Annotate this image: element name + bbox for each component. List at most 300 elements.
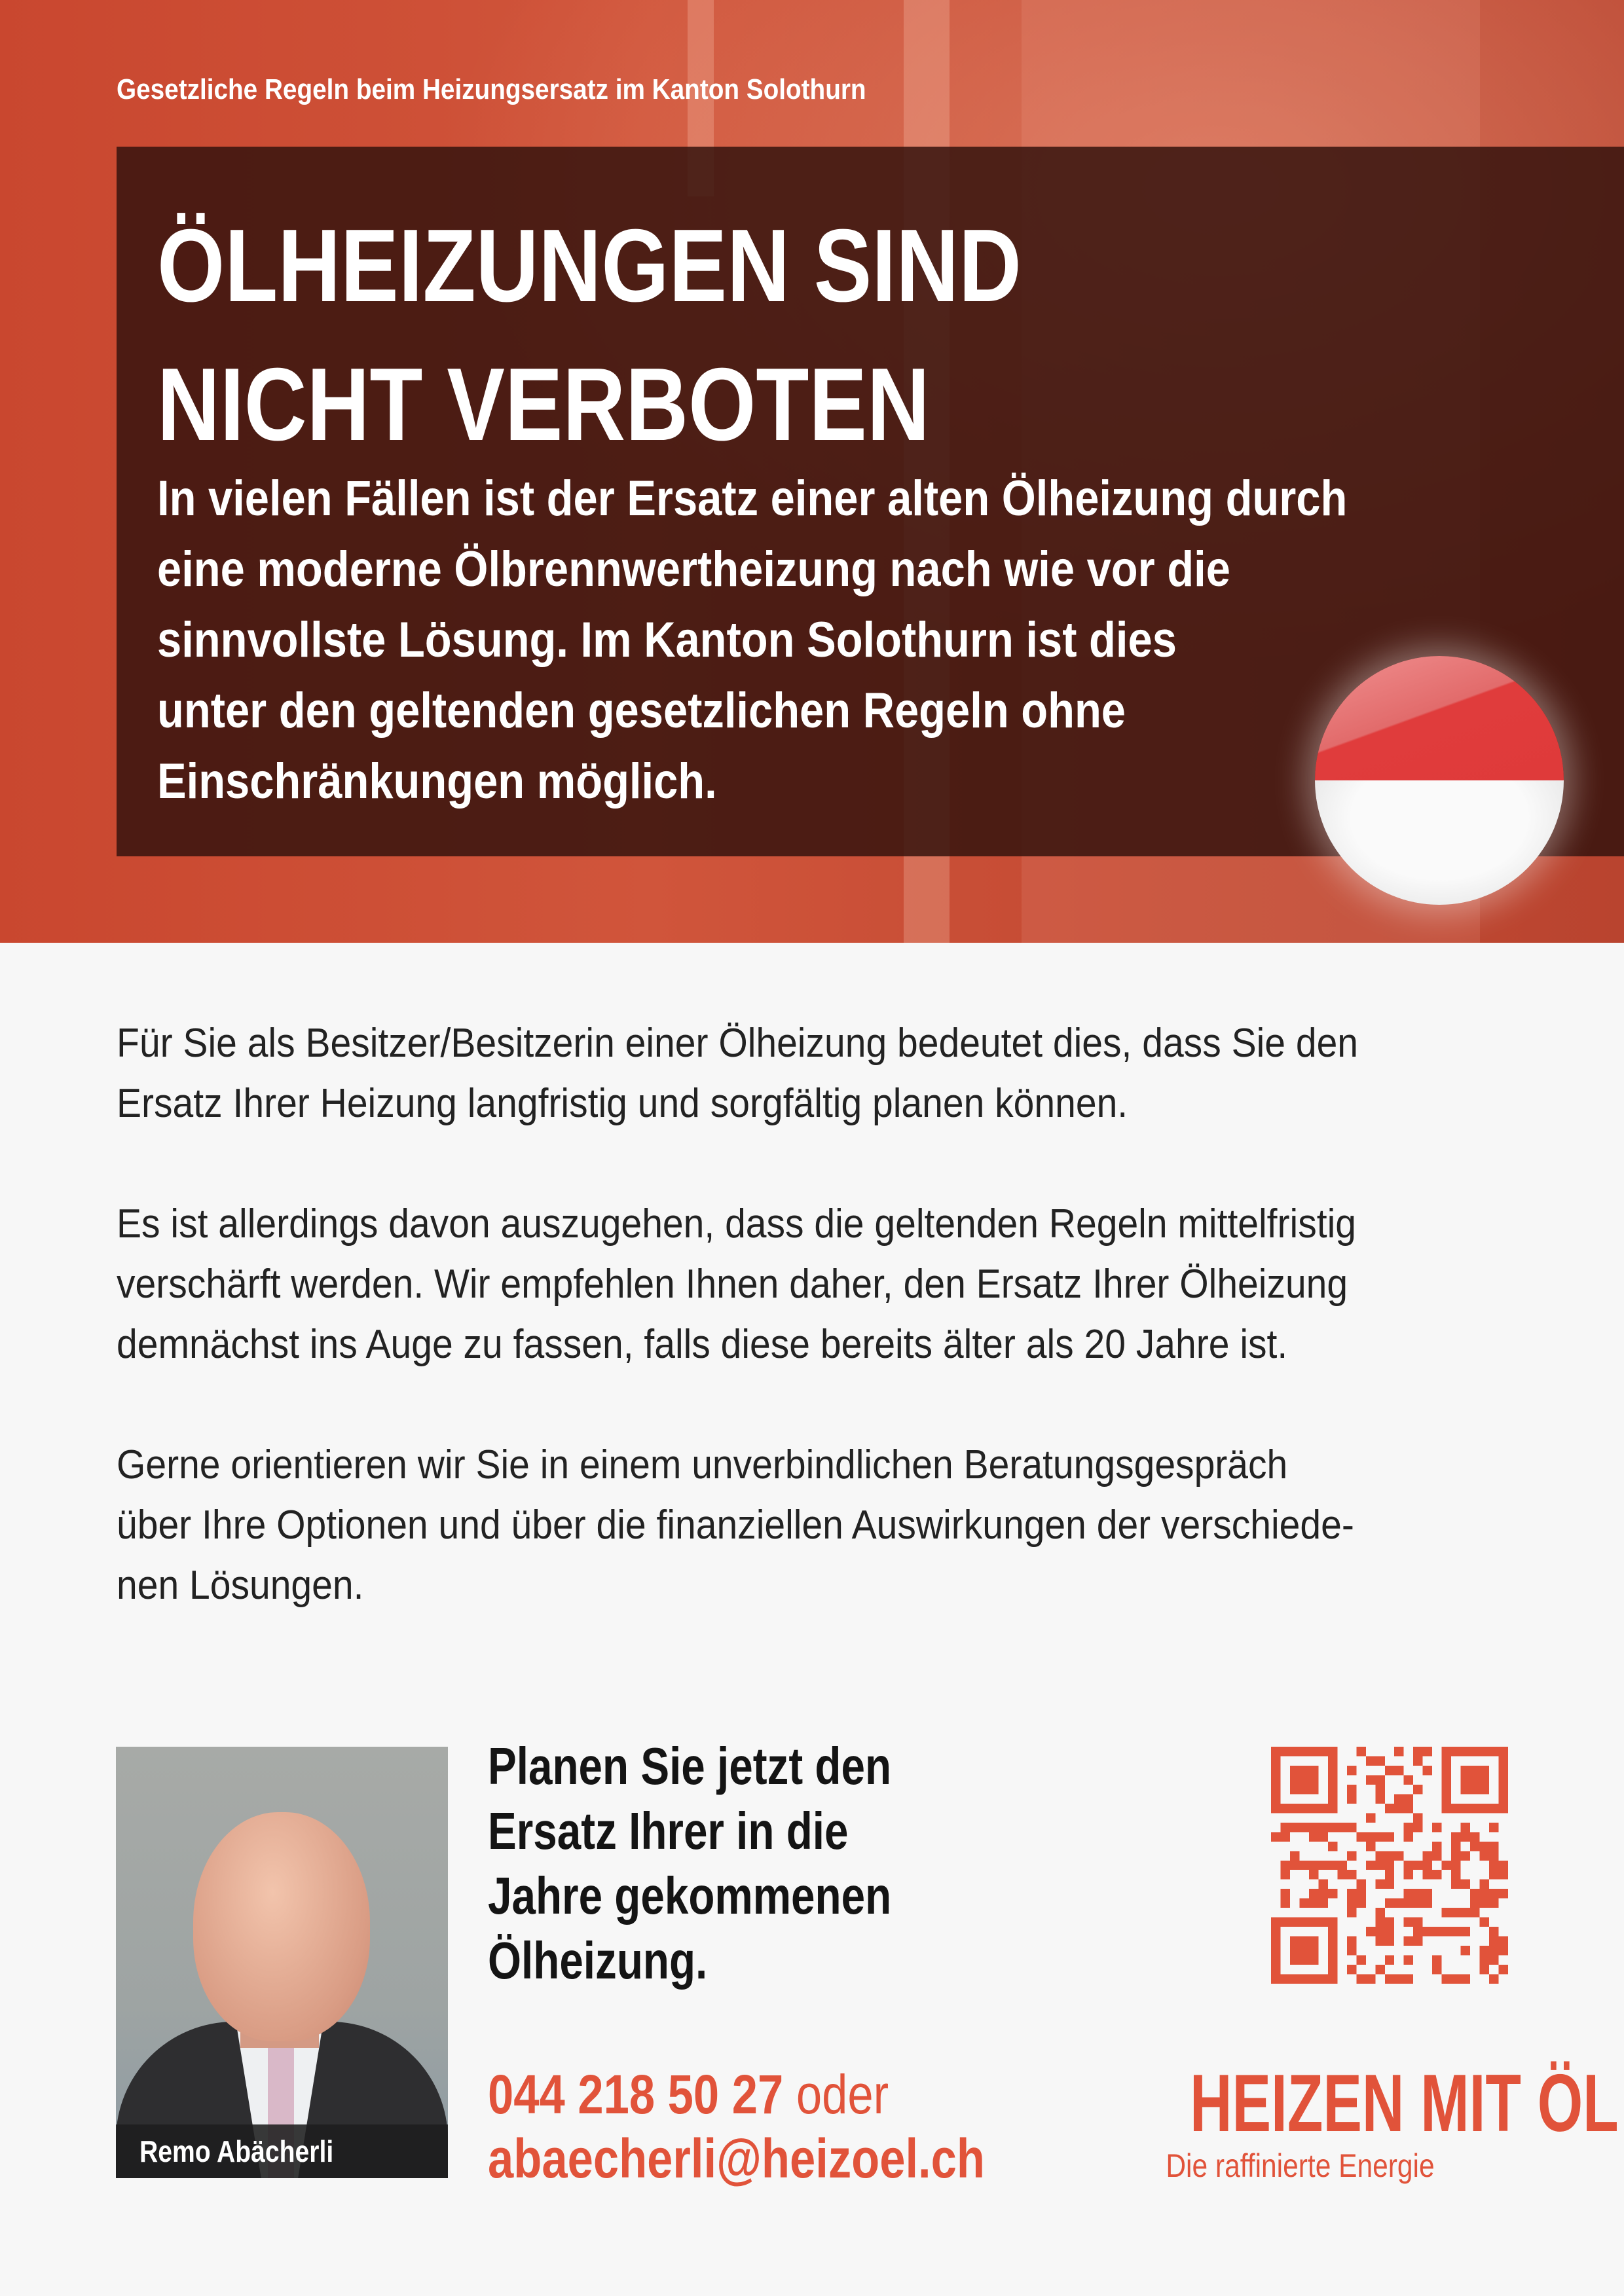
hero-intro-line: eine moderne Ölbrennwertheizung nach wie vor die (157, 541, 1230, 597)
qr-module (1480, 1946, 1489, 1955)
qr-module (1489, 1842, 1498, 1851)
qr-module (1347, 1870, 1356, 1879)
qr-module (1499, 1794, 1508, 1803)
qr-module (1309, 1975, 1318, 1984)
qr-module (1309, 1775, 1318, 1784)
qr-module (1461, 1766, 1470, 1775)
qr-module (1461, 1823, 1470, 1832)
qr-module (1299, 1937, 1308, 1946)
qr-module (1328, 1756, 1337, 1765)
qr-module (1499, 1965, 1508, 1974)
body-paragraph: Gerne orientieren wir Sie in einem unverbindlichen Beratungsgespräch über Ihre Optionen und über die finanziellen Auswirkungen der verschiede- nen Lösungen. (117, 1442, 1354, 1608)
qr-module (1404, 1975, 1413, 1984)
cta-line: Ölheizung. (488, 1931, 708, 1990)
qr-module (1470, 1775, 1479, 1784)
qr-module (1423, 1927, 1432, 1936)
qr-module (1432, 1965, 1441, 1974)
qr-module (1451, 1804, 1460, 1813)
qr-module (1489, 1823, 1498, 1832)
qr-module (1318, 1832, 1327, 1841)
qr-module (1423, 1870, 1432, 1879)
qr-module (1423, 1899, 1432, 1908)
qr-module (1280, 1861, 1289, 1870)
qr-module (1480, 1766, 1489, 1775)
qr-module (1413, 1918, 1422, 1927)
qr-module (1394, 1766, 1403, 1775)
qr-module (1480, 1918, 1489, 1927)
qr-module (1461, 1908, 1470, 1917)
qr-module (1280, 1889, 1289, 1898)
qr-module (1309, 1918, 1318, 1927)
qr-module (1328, 1889, 1337, 1898)
qr-module (1280, 1804, 1289, 1813)
qr-module (1480, 1965, 1489, 1974)
qr-module (1375, 1756, 1384, 1765)
qr-module (1328, 1937, 1337, 1946)
qr-module (1470, 1804, 1479, 1813)
qr-module (1309, 1785, 1318, 1794)
qr-module (1366, 1975, 1375, 1984)
qr-module (1413, 1747, 1422, 1756)
qr-module (1432, 1927, 1441, 1936)
qr-module (1432, 1842, 1441, 1851)
qr-module (1480, 1956, 1489, 1965)
qr-module (1385, 1870, 1394, 1879)
qr-module (1404, 1870, 1413, 1879)
qr-module (1480, 1785, 1489, 1794)
qr-module (1442, 1747, 1451, 1756)
flag-red-half (1315, 656, 1564, 780)
qr-module (1385, 1804, 1394, 1813)
qr-module (1347, 1766, 1356, 1775)
qr-module (1290, 1804, 1299, 1813)
qr-module (1299, 1861, 1308, 1870)
qr-module (1385, 1899, 1394, 1908)
qr-code[interactable] (1271, 1747, 1508, 1984)
qr-module (1280, 1975, 1289, 1984)
qr-module (1489, 1975, 1498, 1984)
qr-module (1480, 1747, 1489, 1756)
qr-module (1271, 1937, 1280, 1946)
qr-module (1328, 1965, 1337, 1974)
qr-module (1489, 1804, 1498, 1813)
qr-module (1385, 1880, 1394, 1889)
qr-module (1470, 1766, 1479, 1775)
qr-module (1280, 1747, 1289, 1756)
hero-banner (0, 0, 1624, 943)
qr-module (1480, 1775, 1489, 1784)
qr-module (1328, 1766, 1337, 1775)
qr-module (1290, 1918, 1299, 1927)
qr-module (1423, 1861, 1432, 1870)
qr-module (1432, 1823, 1441, 1832)
qr-module (1318, 1899, 1327, 1908)
contact-person-photo (116, 1747, 448, 2178)
qr-module (1375, 1775, 1384, 1784)
qr-module (1366, 1832, 1375, 1841)
qr-module (1394, 1747, 1403, 1756)
qr-module (1356, 1975, 1365, 1984)
qr-module (1328, 1785, 1337, 1794)
qr-module (1461, 1946, 1470, 1955)
qr-module (1413, 1927, 1422, 1936)
qr-module (1271, 1918, 1280, 1927)
qr-module (1461, 1785, 1470, 1794)
qr-module (1375, 1794, 1384, 1803)
qr-module (1375, 1965, 1384, 1974)
qr-module (1461, 1775, 1470, 1784)
qr-module (1470, 1785, 1479, 1794)
qr-module (1375, 1908, 1384, 1917)
qr-module (1328, 1956, 1337, 1965)
qr-module (1318, 1804, 1327, 1813)
qr-module (1290, 1975, 1299, 1984)
body-text (117, 1013, 1518, 1676)
qr-module (1347, 1908, 1356, 1917)
qr-module (1309, 1804, 1318, 1813)
qr-module (1347, 1794, 1356, 1803)
qr-module (1347, 1851, 1356, 1860)
qr-module (1318, 1918, 1327, 1927)
qr-module (1290, 1775, 1299, 1784)
qr-module (1423, 1889, 1432, 1898)
qr-module (1442, 1927, 1451, 1936)
qr-module (1442, 1775, 1451, 1784)
qr-module (1356, 1899, 1365, 1908)
qr-module (1375, 1918, 1384, 1927)
hero-title-line: ÖLHEIZUNGEN SIND (157, 208, 1022, 323)
qr-module (1328, 1842, 1337, 1851)
qr-module (1451, 1747, 1460, 1756)
qr-module (1280, 1870, 1289, 1879)
qr-module (1271, 1804, 1280, 1813)
qr-module (1480, 1842, 1489, 1851)
person-name: Remo Abächerli (139, 2134, 334, 2168)
qr-module (1451, 1861, 1460, 1870)
qr-module (1347, 1889, 1356, 1898)
qr-module (1451, 1880, 1460, 1889)
qr-module (1489, 1899, 1498, 1908)
qr-module (1432, 1956, 1441, 1965)
qr-module (1394, 1804, 1403, 1813)
qr-module (1413, 1889, 1422, 1898)
qr-module (1290, 1747, 1299, 1756)
qr-module (1489, 1747, 1498, 1756)
qr-module (1309, 1747, 1318, 1756)
qr-module (1499, 1804, 1508, 1813)
qr-module (1299, 1918, 1308, 1927)
qr-module (1290, 1956, 1299, 1965)
qr-module (1394, 1851, 1403, 1860)
qr-module (1404, 1956, 1413, 1965)
qr-module (1375, 1785, 1384, 1794)
qr-module (1461, 1747, 1470, 1756)
qr-module (1470, 1832, 1479, 1841)
qr-module (1328, 1794, 1337, 1803)
qr-module (1461, 1880, 1470, 1889)
qr-module (1480, 1889, 1489, 1898)
qr-module (1385, 1927, 1394, 1936)
qr-module (1309, 1832, 1318, 1841)
body-paragraph: Für Sie als Besitzer/Besitzerin einer Ölheizung bedeutet dies, dass Sie den Ersatz Ihrer Heizung langfristig und sorgfältig planen können. (117, 1021, 1359, 1126)
qr-module (1318, 1823, 1327, 1832)
qr-module (1299, 1899, 1308, 1908)
qr-module (1337, 1823, 1346, 1832)
qr-module (1271, 1975, 1280, 1984)
qr-module (1280, 1918, 1289, 1927)
qr-module (1309, 1823, 1318, 1832)
qr-module (1442, 1861, 1451, 1870)
qr-module (1280, 1832, 1289, 1841)
qr-module (1451, 1870, 1460, 1879)
qr-module (1299, 1946, 1308, 1955)
qr-module (1328, 1975, 1337, 1984)
qr-module (1499, 1889, 1508, 1898)
brand-logo (1066, 2058, 1619, 2185)
hero-intro-line: sinnvollste Lösung. Im Kanton Solothurn ist dies (157, 612, 1177, 668)
qr-module (1271, 1766, 1280, 1775)
qr-module (1271, 1756, 1280, 1765)
qr-module (1385, 1861, 1394, 1870)
qr-module (1347, 1899, 1356, 1908)
qr-module (1280, 1899, 1289, 1908)
cta-line: Jahre gekommenen (488, 1867, 892, 1925)
qr-module (1347, 1937, 1356, 1946)
qr-module (1337, 1870, 1346, 1879)
qr-module (1366, 1861, 1375, 1870)
qr-module (1470, 1842, 1479, 1851)
qr-module (1375, 1832, 1384, 1841)
qr-module (1385, 1851, 1394, 1860)
hero-intro-line: Einschränkungen möglich. (157, 754, 717, 809)
qr-module (1489, 1927, 1498, 1936)
qr-module (1404, 1832, 1413, 1841)
qr-module (1318, 1880, 1327, 1889)
qr-module (1375, 1861, 1384, 1870)
hero-intro (157, 464, 1347, 817)
qr-module (1347, 1946, 1356, 1955)
brand-tagline: Die raffinierte Energie (1166, 2147, 1435, 2184)
hero-intro-line: In vielen Fällen ist der Ersatz einer alten Ölheizung durch (157, 471, 1348, 526)
qr-module (1461, 1975, 1470, 1984)
qr-module (1489, 1956, 1498, 1965)
qr-module (1480, 1899, 1489, 1908)
qr-module (1404, 1889, 1413, 1898)
qr-module (1451, 1975, 1460, 1984)
qr-module (1366, 1813, 1375, 1822)
qr-module (1499, 1937, 1508, 1946)
photo-head (193, 1812, 370, 2041)
qr-module (1499, 1870, 1508, 1879)
qr-module (1404, 1794, 1413, 1803)
qr-module (1318, 1747, 1327, 1756)
qr-module (1356, 1747, 1365, 1756)
qr-module (1470, 1889, 1479, 1898)
qr-module (1499, 1861, 1508, 1870)
qr-module (1328, 1804, 1337, 1813)
hero-intro-line: unter den geltenden gesetzlichen Regeln ohne (157, 683, 1126, 738)
qr-module (1309, 1889, 1318, 1898)
qr-module (1499, 1946, 1508, 1955)
cta-line: Planen Sie jetzt den (488, 1737, 892, 1795)
solothurn-flag-button-icon (1315, 656, 1564, 905)
qr-module (1451, 1842, 1460, 1851)
qr-module (1271, 1747, 1280, 1756)
qr-module (1413, 1756, 1422, 1765)
qr-module (1423, 1766, 1432, 1775)
qr-module (1442, 1804, 1451, 1813)
qr-module (1366, 1775, 1375, 1784)
qr-module (1271, 1956, 1280, 1965)
qr-module (1290, 1861, 1299, 1870)
qr-module (1423, 1851, 1432, 1860)
contact-details (488, 2062, 985, 2191)
qr-module (1271, 1965, 1280, 1974)
qr-module (1442, 1785, 1451, 1794)
qr-module (1480, 1804, 1489, 1813)
qr-module (1423, 1747, 1432, 1756)
brand-name: HEIZEN MIT ÖL (1190, 2058, 1619, 2149)
qr-module (1309, 1956, 1318, 1965)
qr-module (1385, 1937, 1394, 1946)
qr-module (1470, 1747, 1479, 1756)
qr-module (1299, 1804, 1308, 1813)
qr-module (1404, 1861, 1413, 1870)
cta-line: Ersatz Ihrer in die (488, 1802, 849, 1860)
qr-module (1499, 1775, 1508, 1784)
qr-module (1489, 1861, 1498, 1870)
qr-module (1394, 1899, 1403, 1908)
qr-module (1347, 1965, 1356, 1974)
qr-module (1451, 1851, 1460, 1860)
qr-module (1356, 1832, 1365, 1841)
qr-module (1290, 1823, 1299, 1832)
qr-module (1385, 1832, 1394, 1841)
hero-title (157, 196, 1022, 474)
qr-module (1356, 1880, 1365, 1889)
qr-module (1499, 1747, 1508, 1756)
qr-module (1461, 1851, 1470, 1860)
qr-module (1280, 1823, 1289, 1832)
qr-module (1470, 1908, 1479, 1917)
qr-module (1309, 1766, 1318, 1775)
qr-module (1404, 1918, 1413, 1927)
qr-module (1290, 1946, 1299, 1955)
qr-module (1366, 1927, 1375, 1936)
qr-module (1290, 1937, 1299, 1946)
qr-module (1328, 1861, 1337, 1870)
qr-module (1299, 1747, 1308, 1756)
qr-module (1375, 1927, 1384, 1936)
qr-module (1347, 1785, 1356, 1794)
qr-module (1328, 1823, 1337, 1832)
qr-module (1394, 1975, 1403, 1984)
hero-title-line: NICHT VERBOTEN (157, 347, 930, 462)
qr-module (1290, 1851, 1299, 1860)
qr-module (1290, 1785, 1299, 1794)
hero-subtitle: Gesetzliche Regeln beim Heizungsersatz im Kanton Solothurn (117, 73, 866, 105)
qr-module (1442, 1756, 1451, 1765)
qr-module (1413, 1823, 1422, 1832)
qr-module (1413, 1899, 1422, 1908)
flag-white-half (1315, 780, 1564, 905)
qr-module (1328, 1775, 1337, 1784)
qr-module (1356, 1956, 1365, 1965)
qr-module (1413, 1937, 1422, 1946)
qr-module (1309, 1870, 1318, 1879)
qr-module (1499, 1785, 1508, 1794)
qr-module (1385, 1975, 1394, 1984)
qr-module (1442, 1975, 1451, 1984)
qr-module (1366, 1756, 1375, 1765)
qr-module (1413, 1861, 1422, 1870)
email-link[interactable]: abaecherli@heizoel.ch (488, 2128, 986, 2189)
qr-module (1290, 1766, 1299, 1775)
qr-module (1309, 1899, 1318, 1908)
qr-module (1309, 1861, 1318, 1870)
qr-module (1271, 1775, 1280, 1784)
qr-module (1489, 1937, 1498, 1946)
qr-module (1385, 1918, 1394, 1927)
qr-module (1413, 1785, 1422, 1794)
qr-module (1499, 1756, 1508, 1765)
qr-module (1328, 1918, 1337, 1927)
qr-module (1480, 1851, 1489, 1860)
qr-module (1299, 1785, 1308, 1794)
qr-module (1328, 1747, 1337, 1756)
qr-module (1375, 1880, 1384, 1889)
qr-module (1375, 1851, 1384, 1860)
qr-module (1499, 1766, 1508, 1775)
qr-module (1432, 1851, 1441, 1860)
qr-module (1451, 1927, 1460, 1936)
qr-module (1461, 1927, 1470, 1936)
phone-link[interactable]: 044 218 50 27 (488, 2064, 784, 2125)
qr-module (1385, 1766, 1394, 1775)
qr-module (1442, 1908, 1451, 1917)
or-label: oder (783, 2064, 889, 2125)
qr-module (1271, 1785, 1280, 1794)
qr-module (1271, 1794, 1280, 1803)
qr-module (1337, 1861, 1346, 1870)
qr-module (1309, 1937, 1318, 1946)
qr-module (1404, 1804, 1413, 1813)
qr-module (1489, 1851, 1498, 1860)
qr-module (1375, 1937, 1384, 1946)
qr-module (1404, 1775, 1413, 1784)
qr-module (1394, 1794, 1403, 1803)
qr-module (1489, 1946, 1498, 1955)
qr-module (1309, 1946, 1318, 1955)
qr-module (1385, 1956, 1394, 1965)
qr-module (1480, 1880, 1489, 1889)
qr-module (1328, 1946, 1337, 1955)
qr-module (1318, 1889, 1327, 1898)
qr-module (1299, 1823, 1308, 1832)
qr-module (1318, 1861, 1327, 1870)
qr-module (1413, 1813, 1422, 1822)
qr-module (1318, 1975, 1327, 1984)
qr-module (1442, 1766, 1451, 1775)
qr-module (1404, 1899, 1413, 1908)
qr-module (1299, 1766, 1308, 1775)
qr-module (1451, 1908, 1460, 1917)
qr-module (1404, 1937, 1413, 1946)
body-paragraph: Es ist allerdings davon auszugehen, dass die geltenden Regeln mittelfristig verschärft werden. Wir empfehlen Ihnen daher, den Ersatz Ihrer Ölheizung demnächst ins Auge zu fassen, falls diese bereits älter als 20 Jahre ist. (117, 1201, 1356, 1367)
qr-module (1489, 1889, 1498, 1898)
qr-module (1271, 1832, 1280, 1841)
qr-module (1461, 1804, 1470, 1813)
